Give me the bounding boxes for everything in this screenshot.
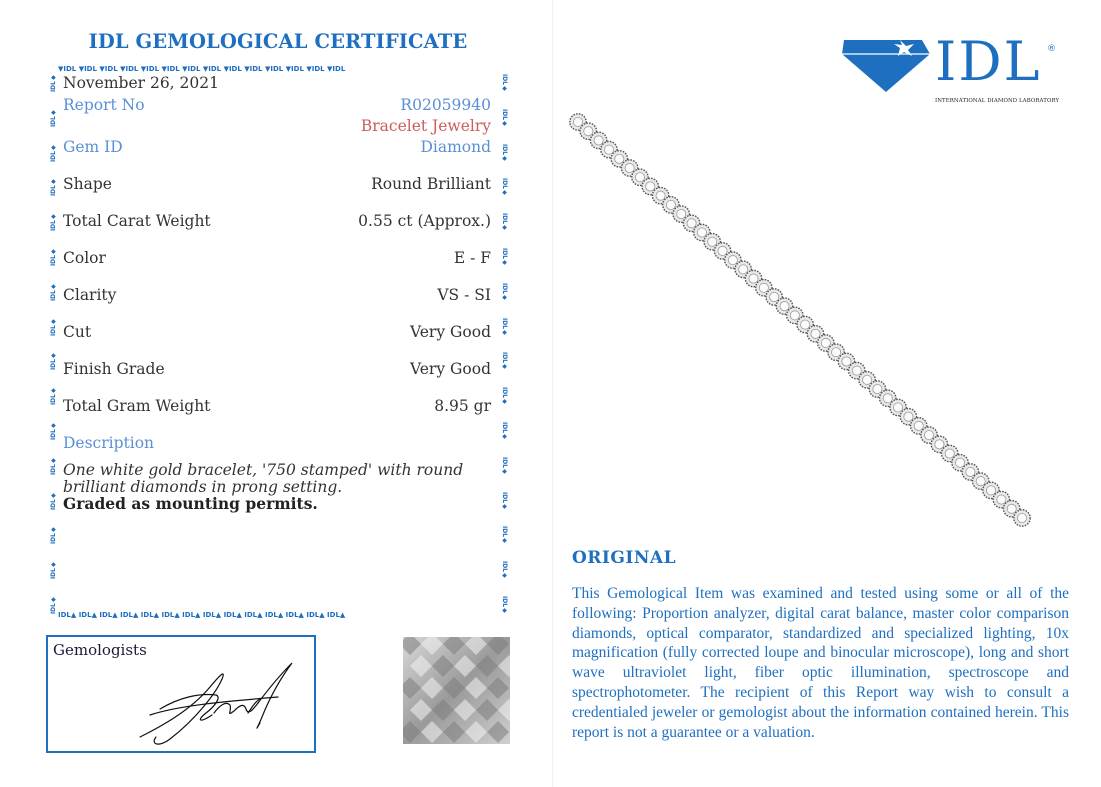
diamond-logo-icon	[842, 36, 932, 96]
carat-weight-label: Total Carat Weight	[63, 212, 211, 230]
carat-weight-row	[63, 212, 491, 232]
hologram-seal	[403, 637, 510, 744]
gram-weight-label: Total Gram Weight	[63, 397, 211, 415]
cut-row	[63, 323, 491, 343]
finish-grade-row	[63, 360, 491, 380]
report-no-value: R02059940	[400, 96, 491, 114]
logo-subtitle: INTERNATIONAL DIAMOND LABORATORY	[935, 98, 1060, 104]
signature-image	[130, 657, 310, 749]
color-value: E - F	[453, 249, 491, 267]
clarity-label: Clarity	[63, 286, 117, 304]
logo-registered-mark: ®	[1047, 44, 1056, 54]
gem-id-row	[63, 138, 491, 158]
gem-id-label: Gem ID	[63, 138, 123, 156]
gemologists-box	[46, 635, 316, 753]
page-divider	[552, 0, 553, 787]
shape-value: Round Brilliant	[371, 175, 491, 193]
logo-wordmark: IDL	[935, 30, 1042, 93]
shape-label: Shape	[63, 175, 112, 193]
bracelet-photo	[560, 108, 1060, 538]
color-row	[63, 249, 491, 269]
date-row	[63, 74, 491, 94]
report-no-label: Report No	[63, 96, 145, 114]
security-border-left: IDL◆ IDL◆ IDL◆ IDL◆ IDL◆ IDL◆ IDL◆ IDL◆ IDL◆ IDL◆ IDL◆ IDL◆ IDL◆ IDL◆ IDL◆ IDL◆	[50, 74, 57, 614]
report-no-row	[63, 96, 491, 116]
gram-weight-row	[63, 397, 491, 417]
original-disclaimer: This Gemological Item was examined and tested using some or all of the following: Proportion analyzer, digital carat balance, master color comparison diamonds, optical comparator, standardized and specialized lighting, 10x magnification (fully corrected loupe and binocular microscope), long and short wave ultraviolet light, fiber optic illumination, spectroscope and spectrophotometer. The recipient of this Report way wish to consult a credentialed jeweler or gemologist about the information contained herein. This report is not a guarantee or a valuation.	[572, 585, 1069, 741]
finish-grade-label: Finish Grade	[63, 360, 165, 378]
security-border-right: IDL◆ IDL◆ IDL◆ IDL◆ IDL◆ IDL◆ IDL◆ IDL◆ IDL◆ IDL◆ IDL◆ IDL◆ IDL◆ IDL◆ IDL◆ IDL◆	[501, 74, 508, 614]
cut-label: Cut	[63, 323, 92, 341]
clarity-row	[63, 286, 491, 306]
item-type-row	[63, 117, 491, 137]
cut-value: Very Good	[409, 323, 491, 341]
carat-weight-value: 0.55 ct (Approx.)	[358, 212, 491, 230]
idl-logo	[842, 30, 1062, 111]
gemologists-label: Gemologists	[53, 641, 147, 659]
description-text: One white gold bracelet, '750 stamped' with round brilliant diamonds in prong setting.	[63, 461, 464, 496]
description-label: Description	[63, 434, 155, 452]
graded-note: Graded as mounting permits.	[63, 494, 318, 513]
item-type-value: Bracelet Jewelry	[360, 117, 491, 135]
description-label-row	[63, 434, 491, 454]
shape-row	[63, 175, 491, 195]
original-title: ORIGINAL	[572, 548, 677, 568]
clarity-value: VS - SI	[437, 286, 491, 304]
gram-weight-value: 8.95 gr	[434, 397, 491, 415]
security-border-top: ▼IDL ▼IDL ▼IDL ▼IDL ▼IDL ▼IDL ▼IDL ▼IDL ▼IDL ▼IDL ▼IDL ▼IDL ▼IDL ▼IDL	[58, 65, 346, 73]
certificate-date: November 26, 2021	[63, 74, 219, 92]
gem-id-value: Diamond	[420, 138, 491, 156]
color-label: Color	[63, 249, 106, 267]
finish-grade-value: Very Good	[409, 360, 491, 378]
security-border-bottom: IDL▲ IDL▲ IDL▲ IDL▲ IDL▲ IDL▲ IDL▲ IDL▲ IDL▲ IDL▲ IDL▲ IDL▲ IDL▲ IDL▲	[58, 611, 346, 619]
certificate-title: IDL GEMOLOGICAL CERTIFICATE	[88, 30, 468, 53]
